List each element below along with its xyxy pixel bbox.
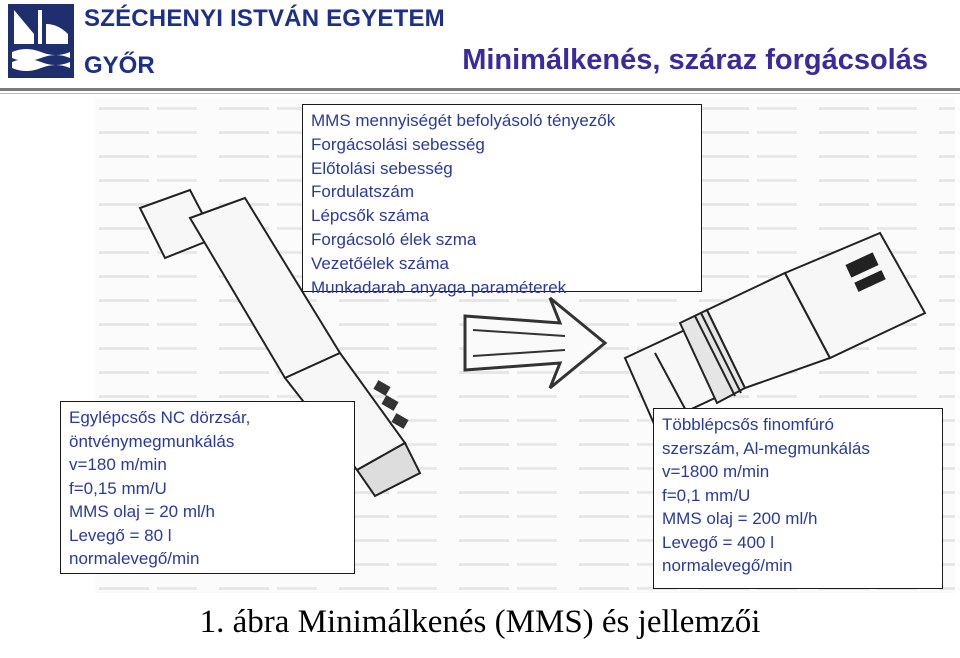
header-divider	[0, 88, 960, 91]
university-logo-icon	[8, 4, 74, 78]
spec-line: Egylépcsős NC dörzsár,	[69, 408, 251, 427]
spec-line: Levegő = 400 l	[662, 532, 775, 552]
spec-line: f=0,15 mm/U	[69, 478, 167, 498]
factors-heading: MMS mennyiségét befolyásoló tényezők	[311, 111, 616, 130]
spec-line: MMS olaj = 20 ml/h	[69, 502, 215, 521]
header-divider-thin	[0, 93, 960, 94]
mms-factors-box	[302, 104, 702, 297]
factor-item: Előtolási sebesség	[311, 158, 453, 178]
spec-line: MMS olaj = 200 ml/h	[662, 509, 818, 528]
slide-title: Minimálkenés, száraz forgácsolás	[462, 44, 928, 76]
factor-item: Fordulatszám	[311, 182, 414, 202]
spec-line: szerszám, Al-megmunkálás	[662, 438, 870, 458]
spec-line: Levegő = 80 l	[69, 525, 172, 545]
city-name: GYŐR	[84, 52, 155, 79]
factor-item: Forgácsolási sebesség	[311, 134, 485, 154]
factor-item: Vezetőélek száma	[311, 253, 449, 273]
factor-item: Forgácsoló élek szma	[311, 229, 477, 249]
spec-line: normalevegő/min	[69, 549, 200, 568]
multi-step-boring-tool-box	[653, 408, 943, 589]
spec-line: öntvénymegmunkálás	[69, 431, 235, 451]
spec-line: normalevegő/min	[662, 556, 793, 575]
spec-line: v=180 m/min	[69, 455, 167, 474]
spec-line: v=1800 m/min	[662, 462, 770, 481]
university-name: SZÉCHENYI ISTVÁN EGYETEM	[84, 5, 445, 32]
spec-line: Többlépcsős finomfúró	[662, 415, 834, 434]
single-step-reamer-box	[60, 401, 355, 574]
factor-item: Munkadarab anyaga paraméterek	[311, 277, 567, 297]
factor-item: Lépcsők száma	[311, 206, 430, 226]
spec-line: f=0,1 mm/U	[662, 485, 751, 505]
figure-caption: 1. ábra Minimálkenés (MMS) és jellemzői	[199, 604, 761, 640]
